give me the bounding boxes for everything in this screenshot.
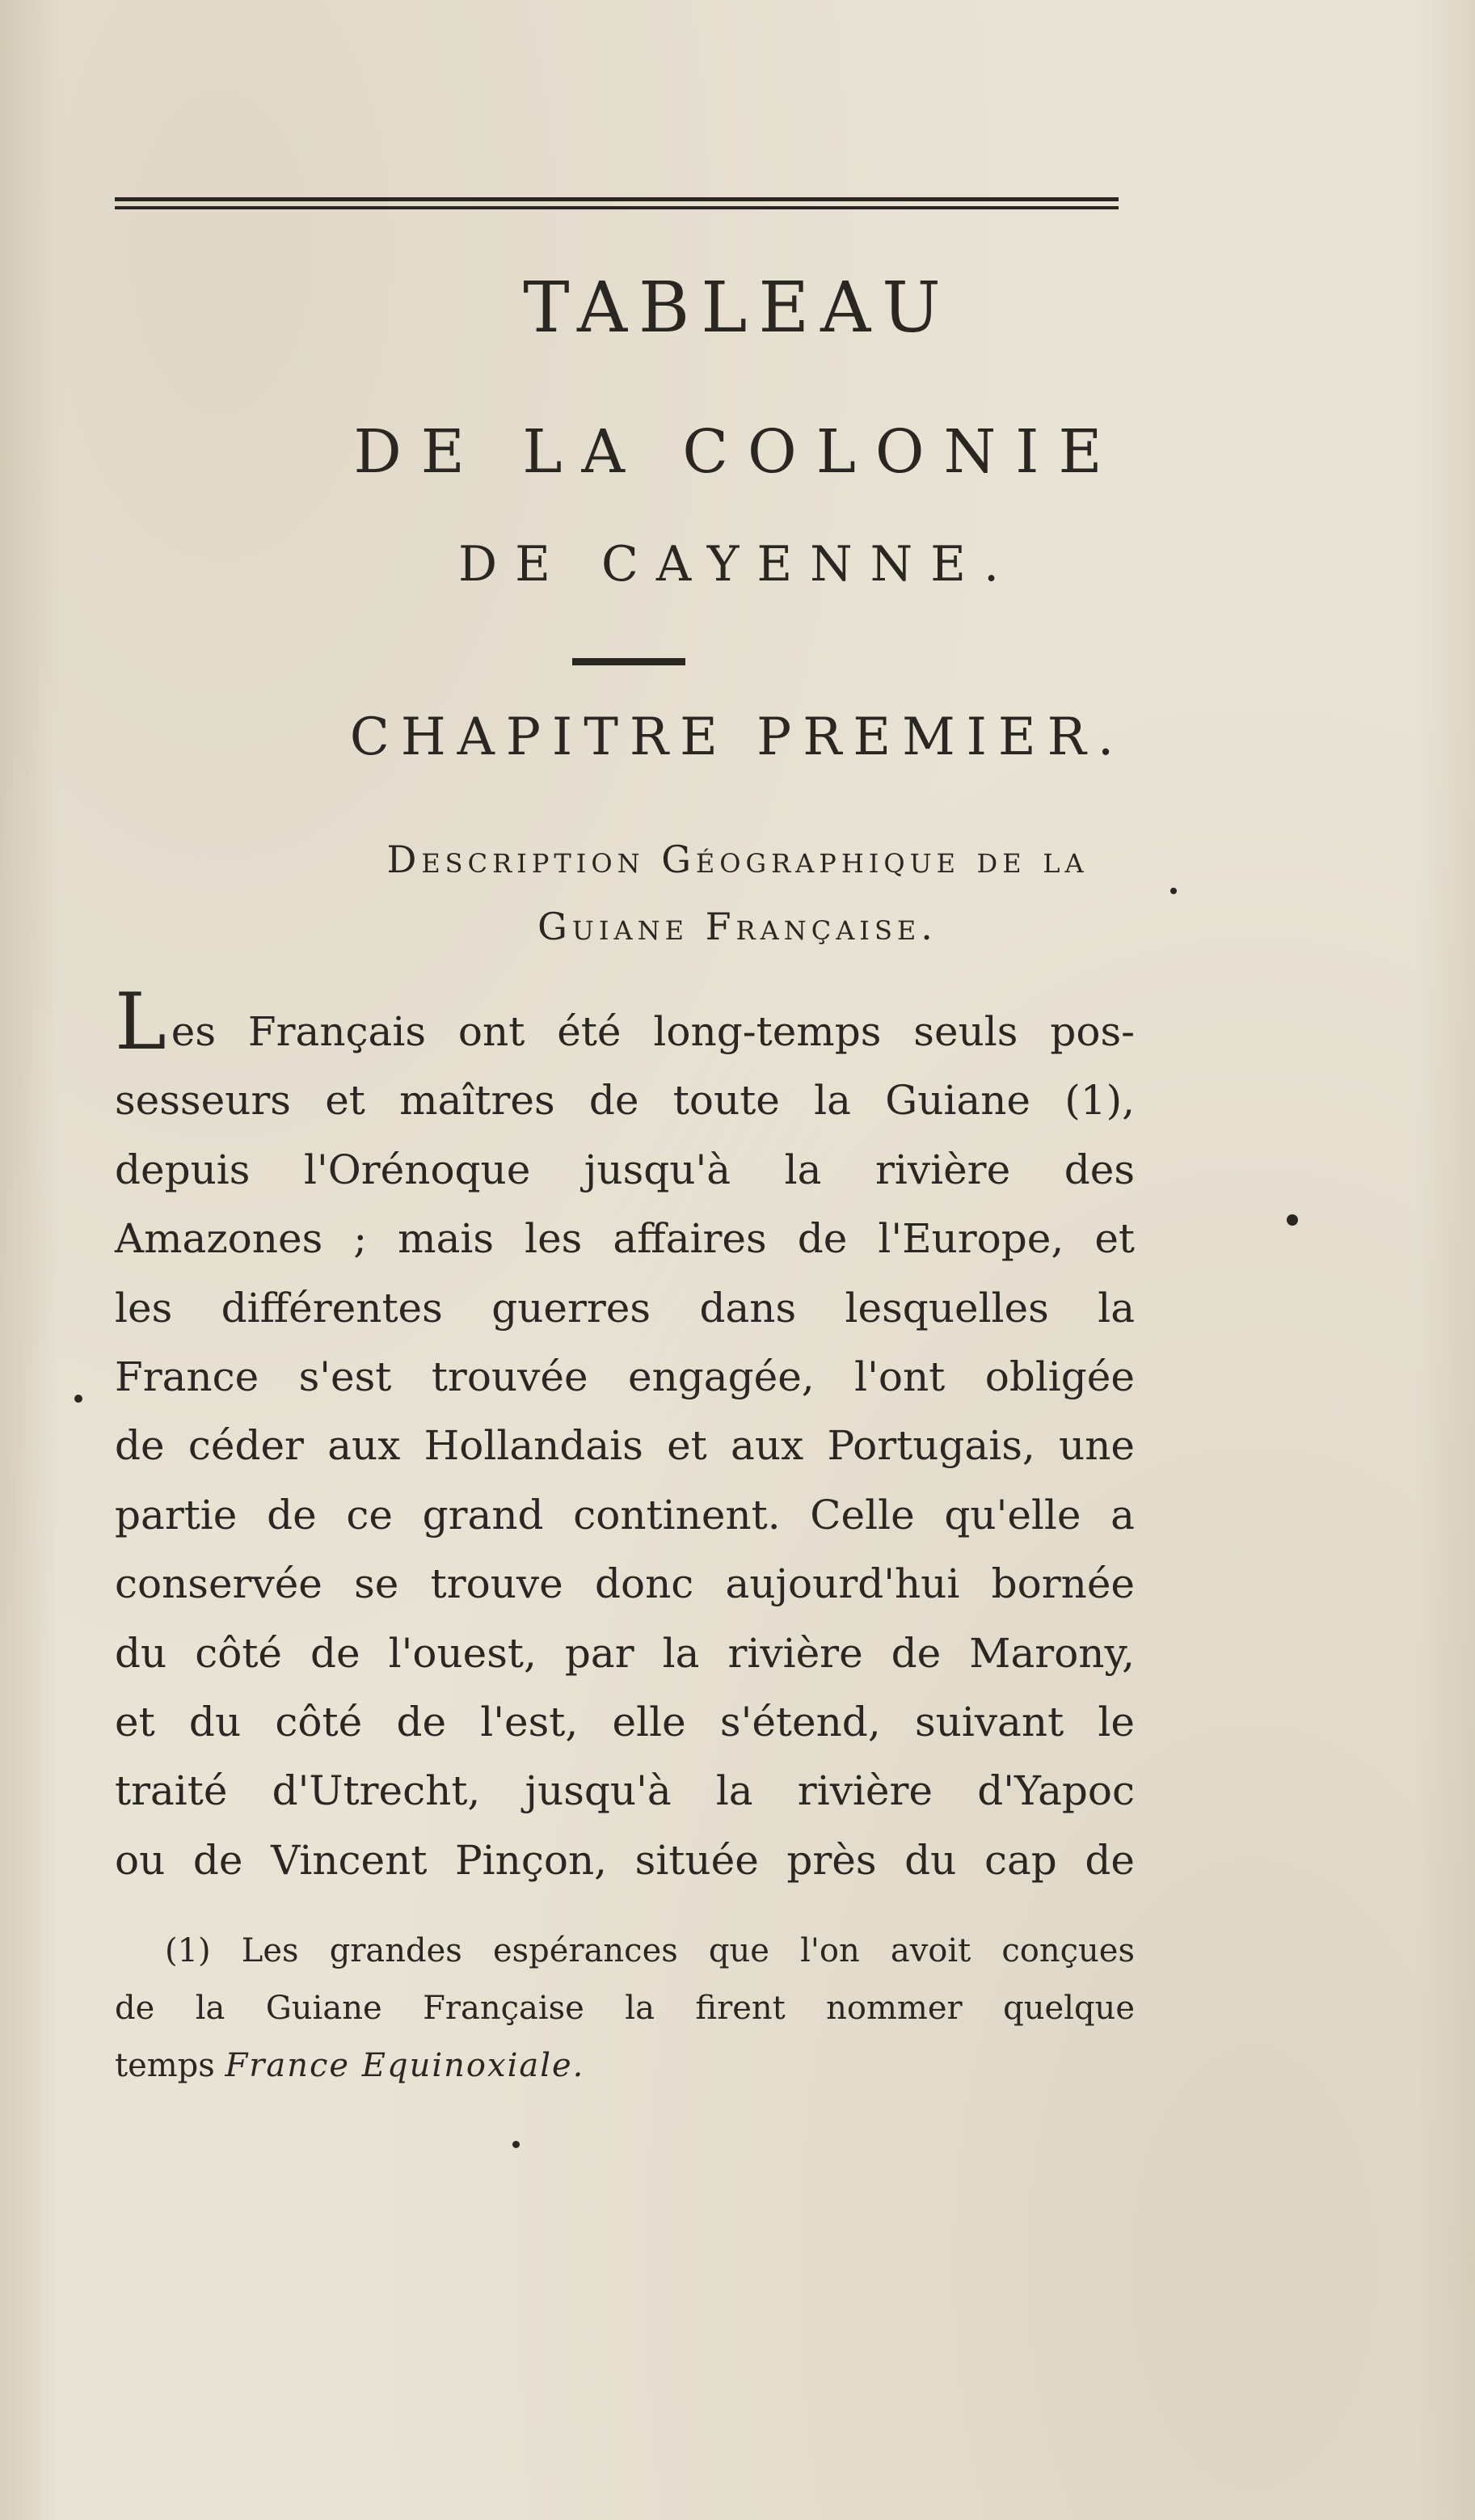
- body-line: sesseurs et maîtres de toute la Guiane (1),: [115, 1077, 1135, 1125]
- body-line: de céder aux Hollandais et aux Portugais, une: [115, 1422, 1135, 1470]
- footnote: [115, 1923, 1135, 2095]
- title-line-3: DE CAYENNE.: [457, 536, 1018, 593]
- footnote-line: (1) Les grandes espérances que l'on avoit conçues: [165, 1932, 1135, 1969]
- section-subtitle-line-2: Guiane Française.: [537, 905, 938, 948]
- body-line: les différentes guerres dans lesquelles la: [115, 1284, 1135, 1332]
- footnote-line: temps France Equinoxiale.: [115, 2047, 585, 2084]
- body-line: et du côté de l'est, elle s'étend, suivant le: [115, 1698, 1135, 1745]
- separator-dash: [572, 658, 685, 665]
- body-line: du côté de l'ouest, par la rivière de Marony,: [115, 1629, 1135, 1677]
- ink-speck: [1287, 1214, 1298, 1226]
- ink-speck: [512, 2141, 520, 2148]
- chapter-heading: CHAPITRE PREMIER.: [349, 707, 1126, 767]
- ink-speck: [74, 1395, 82, 1403]
- body-line: ou de Vincent Pinçon, située près du cap de: [115, 1836, 1135, 1884]
- title-line-2: DE LA COLONIE: [353, 417, 1122, 487]
- drop-cap: L: [115, 977, 166, 1067]
- title-line-1: TABLEAU: [523, 268, 952, 348]
- top-double-rule: [115, 197, 1119, 212]
- footnote-line: de la Guiane Française la firent nommer quelque: [115, 1990, 1135, 2027]
- body-line: Les Français ont été long-temps seuls pos-: [115, 977, 1135, 1067]
- footnote-italic: France Equinoxiale.: [225, 2047, 585, 2084]
- section-subtitle-line-1: Description Géographique de la: [386, 838, 1089, 881]
- body-line: traité d'Utrecht, jusqu'à la rivière d'Yapoc: [115, 1767, 1135, 1815]
- body-line: Amazones ; mais les affaires de l'Europe, et: [115, 1215, 1135, 1263]
- body-line: France s'est trouvée engagée, l'ont obligée: [115, 1353, 1135, 1400]
- ink-speck: [1170, 888, 1177, 894]
- body-line: partie de ce grand continent. Celle qu'elle a: [115, 1491, 1135, 1539]
- body-line: conservée se trouve donc aujourd'hui bornée: [115, 1560, 1135, 1608]
- body-paragraph: [115, 977, 1135, 1895]
- body-line: depuis l'Orénoque jusqu'à la rivière des: [115, 1146, 1135, 1193]
